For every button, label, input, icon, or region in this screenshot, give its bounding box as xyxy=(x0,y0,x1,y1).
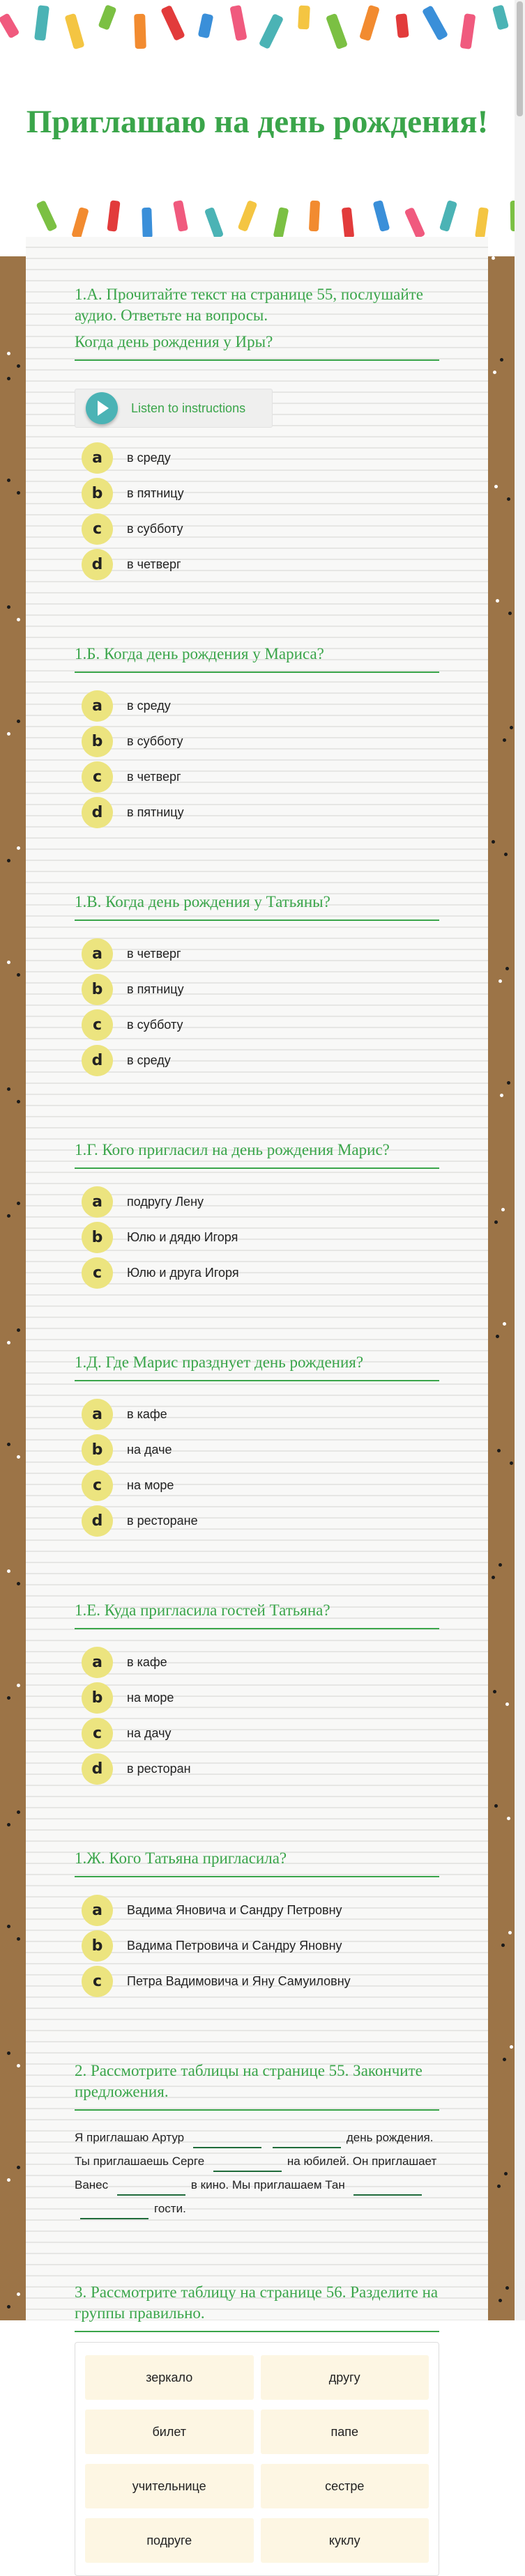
option-text: Юлю и друга Игоря xyxy=(127,1266,239,1280)
corkboard-dot xyxy=(504,853,508,856)
option-text: в субботу xyxy=(127,522,183,536)
option-letter-badge: b xyxy=(82,974,113,1005)
option-letter-badge: a xyxy=(82,1186,113,1218)
answer-option[interactable] xyxy=(82,440,439,476)
option-letter-badge: b xyxy=(82,1930,113,1962)
option-text: Петра Вадимовича и Яну Самуиловну xyxy=(127,1974,351,1988)
option-text: в среду xyxy=(127,699,171,713)
supply-icon xyxy=(373,200,390,232)
option-text: в ресторане xyxy=(127,1514,198,1528)
answer-option[interactable] xyxy=(82,1893,439,1928)
option-text: в четверг xyxy=(127,557,181,571)
supply-icon xyxy=(198,13,214,39)
option-text: в среду xyxy=(127,451,171,465)
question-5 xyxy=(75,1352,439,1539)
corkboard-dot xyxy=(503,738,506,742)
worksheet xyxy=(26,237,488,2547)
option-letter-badge: c xyxy=(82,1257,113,1289)
draggable-word[interactable]: подруге xyxy=(85,2518,254,2563)
corkboard-dot xyxy=(17,491,20,495)
corkboard-dot xyxy=(7,961,10,964)
option-text: на море xyxy=(127,1478,174,1492)
corkboard-dot xyxy=(7,1569,10,1573)
answer-option[interactable] xyxy=(82,1751,439,1787)
corkboard-dot xyxy=(7,352,10,355)
option-text: в кафе xyxy=(127,1655,167,1669)
answer-option[interactable] xyxy=(82,1928,439,1964)
corkboard-dot xyxy=(7,732,10,736)
answer-option[interactable] xyxy=(82,795,439,830)
sentence-text: день рождения. Ты приглашаешь Серге xyxy=(75,2131,434,2168)
header-banner xyxy=(0,0,515,237)
corkboard-dot xyxy=(493,1690,496,1693)
option-text: подругу Лену xyxy=(127,1195,204,1209)
corkboard-dot xyxy=(17,1100,20,1103)
corkboard-dot xyxy=(17,1328,20,1332)
corkboard-dot xyxy=(17,1810,20,1814)
question-2 xyxy=(75,644,439,830)
corkboard-dot xyxy=(17,2292,20,2296)
corkboard-dot xyxy=(7,2051,10,2055)
corkboard-dot xyxy=(492,256,495,260)
answer-option[interactable] xyxy=(82,1964,439,1999)
corkboard-dot xyxy=(7,605,10,609)
corkboard-dot xyxy=(507,497,510,501)
supply-icon xyxy=(173,200,188,232)
draggable-word[interactable]: папе xyxy=(261,2410,429,2454)
answer-option[interactable] xyxy=(82,1397,439,1432)
corkboard-dot xyxy=(496,1335,499,1338)
corkboard-dot xyxy=(17,973,20,977)
corkboard-dot xyxy=(501,1943,505,1947)
question-title: 3. Рассмотрите таблицу на странице 56. Разделите на группы правильно. xyxy=(75,2282,439,2332)
corkboard-dot xyxy=(493,371,496,374)
option-letter-badge: a xyxy=(82,442,113,474)
scrollbar[interactable] xyxy=(515,0,525,2320)
corkboard-dot xyxy=(17,1684,20,1687)
answer-option[interactable] xyxy=(82,759,439,795)
option-letter-badge: c xyxy=(82,1470,113,1501)
corkboard-dot xyxy=(7,2305,10,2309)
corkboard-dot xyxy=(497,1449,501,1452)
answer-option[interactable] xyxy=(82,1468,439,1503)
question-title xyxy=(75,644,439,673)
listen-label: Listen to instructions xyxy=(131,401,246,415)
corkboard-dot xyxy=(505,2286,509,2290)
supply-icon xyxy=(342,207,355,237)
option-letter-badge: c xyxy=(82,1966,113,1997)
draggable-word[interactable]: другу xyxy=(261,2355,429,2400)
option-text: Вадима Петровича и Сандру Яновну xyxy=(127,1939,342,1953)
corkboard-dot xyxy=(503,2058,506,2061)
answer-option[interactable] xyxy=(82,511,439,547)
option-letter-badge: b xyxy=(82,1222,113,1253)
supply-icon xyxy=(259,13,284,49)
supply-icon xyxy=(238,200,258,232)
option-text: в кафе xyxy=(127,1407,167,1421)
supply-icon xyxy=(36,200,57,232)
supply-icon xyxy=(34,5,50,41)
corkboard-dot xyxy=(501,1208,505,1211)
question-3 xyxy=(75,2282,439,2576)
supply-icon xyxy=(460,13,476,49)
corkboard-dot xyxy=(510,1461,513,1465)
draggable-word[interactable]: учительнице xyxy=(85,2464,254,2508)
supply-icon xyxy=(160,5,185,41)
supply-icon xyxy=(98,4,116,30)
corkboard-dot xyxy=(510,2045,513,2049)
question-title-text: 1.А. Прочитайте текст на странице 55, послушайте аудио. Ответьте на вопросы. xyxy=(75,286,423,324)
drag-items-grid xyxy=(75,2342,439,2576)
answer-option[interactable] xyxy=(82,547,439,582)
sentence-text: на юбилей. Он приглашает Ванес xyxy=(75,2155,437,2191)
answer-option[interactable] xyxy=(82,936,439,972)
corkboard-dot xyxy=(17,1455,20,1459)
option-letter-badge: a xyxy=(82,690,113,722)
answer-option[interactable] xyxy=(82,1716,439,1751)
option-text: в субботу xyxy=(127,1018,183,1032)
question-title xyxy=(75,1352,439,1381)
option-letter-badge: c xyxy=(82,1718,113,1749)
supply-icon xyxy=(475,207,489,237)
play-icon xyxy=(86,392,118,424)
supply-icon xyxy=(404,207,426,237)
answer-option[interactable] xyxy=(82,1680,439,1716)
question-4 xyxy=(75,1140,439,1291)
supply-icon xyxy=(204,207,224,237)
option-text: в пятницу xyxy=(127,982,184,996)
corkboard-dot xyxy=(17,1202,20,1205)
question-title xyxy=(75,1848,439,1877)
question-title xyxy=(75,1600,439,1629)
corkboard-dot xyxy=(507,1817,510,1820)
option-text: Вадима Яновича и Сандру Петровну xyxy=(127,1903,342,1917)
option-letter-badge: a xyxy=(82,1895,113,1926)
corkboard-dot xyxy=(7,1925,10,1928)
sentence-text: гости. xyxy=(154,2202,186,2215)
option-text: в четверг xyxy=(127,947,181,961)
corkboard-dot xyxy=(17,618,20,621)
corkboard-dot xyxy=(500,1094,503,1097)
answer-option[interactable] xyxy=(82,1255,439,1291)
blank-input[interactable] xyxy=(117,2179,185,2196)
corkboard-dot xyxy=(505,967,509,970)
corkboard-dot xyxy=(7,479,10,482)
corkboard-dot xyxy=(7,377,10,380)
corkboard-dot xyxy=(17,846,20,850)
answer-option[interactable] xyxy=(82,1043,439,1078)
supply-icon xyxy=(395,13,409,38)
corkboard-dot xyxy=(494,1220,498,1224)
option-text: на даче xyxy=(127,1443,172,1457)
question-title xyxy=(75,1140,439,1169)
supply-icon xyxy=(229,5,247,41)
option-letter-badge: a xyxy=(82,1399,113,1430)
corkboard-dot xyxy=(7,1341,10,1344)
corkboard-dot xyxy=(494,1804,498,1808)
question-title: 2. Рассмотрите таблицы на странице 55. Закончите предложения. xyxy=(75,2061,439,2111)
corkboard-dot xyxy=(497,2185,501,2188)
draggable-word[interactable]: куклу xyxy=(261,2518,429,2563)
option-letter-badge: d xyxy=(82,1045,113,1076)
option-letter-badge: b xyxy=(82,1682,113,1714)
answer-option[interactable] xyxy=(82,1220,439,1255)
supply-icon xyxy=(273,207,289,237)
option-text: в ресторан xyxy=(127,1762,191,1776)
answer-option[interactable] xyxy=(82,1432,439,1468)
corkboard-dot xyxy=(17,1937,20,1941)
question-title xyxy=(75,284,439,361)
option-text: в четверг xyxy=(127,770,181,784)
sentence-text: Я приглашаю Артур xyxy=(75,2131,185,2144)
question-title-text: 1.Е. Куда пригласила гостей Татьяна? xyxy=(75,1601,330,1619)
draggable-word[interactable]: билет xyxy=(85,2410,254,2454)
supply-icon xyxy=(64,13,84,49)
corkboard-dot xyxy=(7,859,10,862)
blank-input[interactable] xyxy=(193,2132,261,2148)
supply-icon xyxy=(309,201,320,232)
answer-option[interactable] xyxy=(82,1184,439,1220)
question-title-text: 1.В. Когда день рождения у Татьяны? xyxy=(75,893,330,910)
option-letter-badge: b xyxy=(82,726,113,757)
blank-input[interactable] xyxy=(353,2179,422,2196)
question-subtitle: Когда день рождения у Иры? xyxy=(75,333,273,350)
supply-icon xyxy=(422,5,448,40)
option-letter-badge: d xyxy=(82,797,113,828)
corkboard-dot xyxy=(503,1322,506,1326)
corkboard-dot xyxy=(499,1563,502,1567)
option-letter-badge: b xyxy=(82,478,113,509)
corkboard-dot xyxy=(17,2166,20,2169)
question-7 xyxy=(75,1848,439,1999)
option-letter-badge: c xyxy=(82,1009,113,1041)
option-letter-badge: b xyxy=(82,1434,113,1466)
corkboard-dot xyxy=(499,979,502,983)
corkboard-dot xyxy=(505,1702,509,1706)
corkboard-dot xyxy=(492,840,495,844)
sentence-text: в кино. Мы приглашаем Тан xyxy=(190,2178,345,2191)
option-letter-badge: a xyxy=(82,938,113,970)
corkboard-dot xyxy=(17,364,20,368)
option-letter-badge: d xyxy=(82,1753,113,1785)
question-6 xyxy=(75,1600,439,1787)
draggable-word[interactable]: сестре xyxy=(261,2464,429,2508)
corkboard-dot xyxy=(7,2178,10,2182)
corkboard-dot xyxy=(17,1582,20,1585)
supply-icon xyxy=(359,5,380,41)
supply-icon xyxy=(107,200,120,231)
option-letter-badge: c xyxy=(82,761,113,793)
option-text: в среду xyxy=(127,1053,171,1067)
supply-icon xyxy=(298,6,310,30)
page-title: Приглашаю на день рождения! xyxy=(26,104,489,140)
option-text: в пятницу xyxy=(127,486,184,500)
question-1 xyxy=(75,284,439,582)
question-title-text: 1.Г. Кого пригласил на день рождения Марис? xyxy=(75,1141,390,1158)
corkboard-dot xyxy=(7,1443,10,1446)
option-letter-badge: d xyxy=(82,549,113,580)
option-letter-badge: a xyxy=(82,1647,113,1678)
corkboard-dot xyxy=(494,485,498,488)
scrollbar-thumb[interactable] xyxy=(517,1,523,116)
question-3 xyxy=(75,892,439,1078)
corkboard-dot xyxy=(507,1081,510,1085)
question-title-text: 1.Ж. Кого Татьяна пригласила? xyxy=(75,1849,287,1867)
corkboard-dot xyxy=(508,1931,512,1934)
supply-icon xyxy=(0,13,20,38)
option-text: на море xyxy=(127,1691,174,1705)
supply-icon xyxy=(492,5,509,31)
answer-option[interactable] xyxy=(82,1007,439,1043)
blank-input[interactable] xyxy=(80,2203,149,2219)
answer-option[interactable] xyxy=(82,476,439,511)
option-text: Юлю и дядю Игоря xyxy=(127,1230,238,1244)
corkboard-dot xyxy=(7,1823,10,1826)
question-title xyxy=(75,892,439,921)
corkboard-dot xyxy=(7,1087,10,1091)
blank-input[interactable] xyxy=(273,2132,341,2148)
option-letter-badge: d xyxy=(82,1505,113,1537)
answer-option[interactable] xyxy=(82,1503,439,1539)
option-letter-badge: c xyxy=(82,513,113,545)
corkboard-dot xyxy=(492,1576,495,1579)
question-title-text: 1.Б. Когда день рождения у Мариса? xyxy=(75,645,324,662)
option-text: на дачу xyxy=(127,1726,172,1740)
supply-icon xyxy=(142,208,153,237)
corkboard-dot xyxy=(7,1696,10,1700)
answer-option[interactable] xyxy=(82,724,439,759)
supply-icon xyxy=(439,200,457,232)
answer-option[interactable] xyxy=(82,688,439,724)
draggable-word[interactable]: зеркало xyxy=(85,2355,254,2400)
corkboard-dot xyxy=(7,1214,10,1218)
listen-button[interactable] xyxy=(75,389,273,428)
answer-option[interactable] xyxy=(82,972,439,1007)
corkboard-dot xyxy=(510,726,513,729)
corkboard-dot xyxy=(17,2064,20,2067)
corkboard-dot xyxy=(508,612,512,615)
corkboard-dot xyxy=(504,2172,508,2175)
option-text: в субботу xyxy=(127,734,183,748)
answer-option[interactable] xyxy=(82,1645,439,1680)
fill-in-text xyxy=(75,2126,439,2221)
blank-input[interactable] xyxy=(213,2155,282,2172)
corkboard-dot xyxy=(499,2299,502,2302)
corkboard-dot xyxy=(17,720,20,723)
supply-icon xyxy=(326,13,348,49)
corkboard-dot xyxy=(500,358,503,362)
question-2 xyxy=(75,2061,439,2221)
corkboard-dot xyxy=(496,599,499,603)
option-text: в пятницу xyxy=(127,805,184,819)
supply-icon xyxy=(71,207,89,237)
supply-icon xyxy=(134,14,146,49)
question-title-text: 1.Д. Где Марис празднует день рождения? xyxy=(75,1353,364,1371)
